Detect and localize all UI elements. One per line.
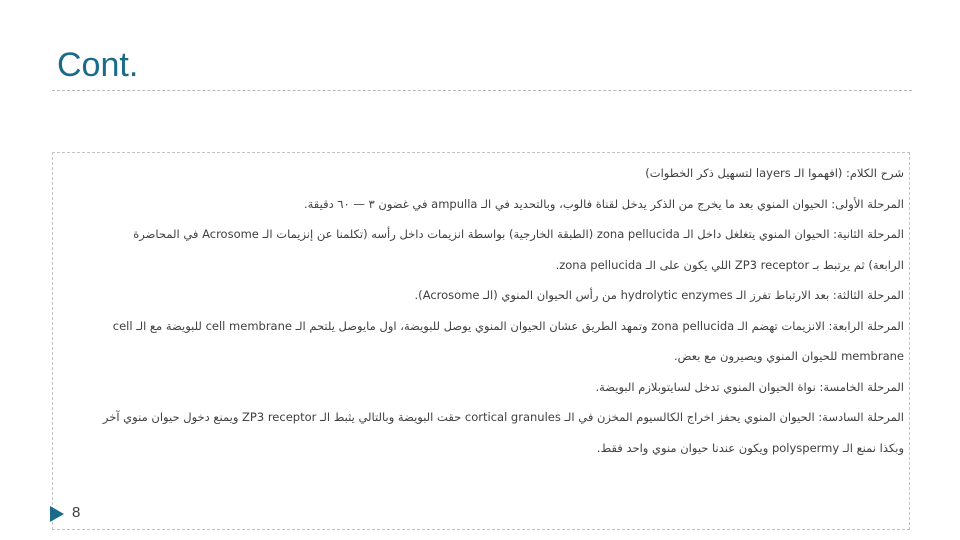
body-line-2: المرحلة الأولى: الحيوان المنوي بعد ما يخرج من الذكر يدخل لقناة فالوب، وبالتحديد في الـ ampulla في غضون ٣ — ٦٠ دقيقة. — [303, 196, 904, 211]
slide-body — [54, 158, 904, 463]
body-line-1: شرح الكلام: (افهموا الـ layers لتسهيل ذكر الخطوات) — [645, 166, 904, 180]
body-line-8: المرحلة الخامسة: نواة الحيوان المنوي تدخل لسايتوبلازم البويضة. — [595, 379, 904, 394]
page-marker-icon — [50, 506, 64, 522]
body-line-9: المرحلة السادسة: الحيوان المنوي يحفز اخراج الكالسيوم المخزن في الـ cortical granules حقت البويضة وبالتالي يثبط الـ ZP3 receptor ويمنع دخول حيوان منوي آخر — [102, 410, 904, 424]
body-line-10: وبكذا نمنع الـ polyspermy ويكون عندنا حيوان منوي واحد فقط. — [596, 440, 904, 455]
body-line-6: المرحلة الرابعة: الانزيمات تهضم الـ zona pellucida وتمهد الطريق عشان الحيوان المنوي يوصل للبويضة، اول مايوصل يلتحم الـ cell membrane للبويضة مع الـ cell — [112, 318, 904, 333]
page-number: 8 — [72, 504, 81, 521]
body-line-4: الرابعة) ثم يرتبط بـ ZP3 receptor اللي يكون على الـ zona pellucida. — [555, 257, 904, 272]
title-divider — [52, 90, 912, 91]
body-line-3: المرحلة الثانية: الحيوان المنوي يتغلغل داخل الـ zona pellucida (الطبقة الخارجية) بواسطة انزيمات داخل رأسه (تكلمنا عن إنزيمات الـ Acrosome في المحاضرة — [133, 227, 904, 241]
body-line-5: المرحلة الثالثة: بعد الارتباط تفرز الـ hydrolytic enzymes من رأس الحيوان المنوي (الـ Acrosome). — [414, 288, 904, 302]
body-line-7: membrane للحيوان المنوي ويصيرون مع بعض. — [673, 349, 904, 363]
slide-title: Cont. — [57, 46, 139, 84]
